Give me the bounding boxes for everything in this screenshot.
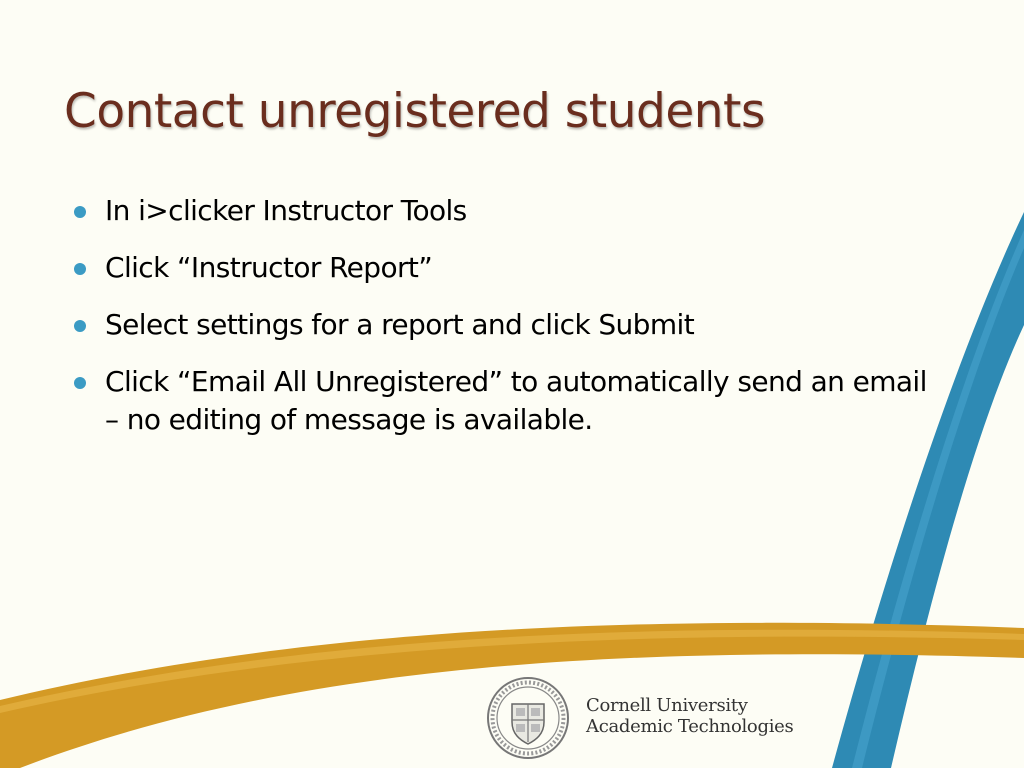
cornell-logo — [486, 676, 806, 760]
logo-line-2: Academic Technologies — [586, 716, 794, 737]
bullet-list — [74, 192, 934, 458]
bullet-text: Select settings for a report and click Submit — [105, 308, 695, 341]
bullet-item — [74, 306, 934, 344]
cornell-seal-icon — [486, 676, 570, 760]
bullet-dot-icon — [74, 377, 86, 389]
bullet-text: In i>clicker Instructor Tools — [105, 194, 467, 227]
slide-title: Contact unregistered students — [64, 84, 765, 139]
bullet-dot-icon — [74, 263, 86, 275]
bullet-dot-icon — [74, 320, 86, 332]
bullet-dot-icon — [74, 206, 86, 218]
bullet-item — [74, 363, 934, 439]
logo-wordmark — [586, 695, 793, 737]
bullet-item — [74, 249, 934, 287]
logo-line-1: Cornell University — [586, 695, 748, 716]
bullet-text: Click “Email All Unregistered” to automatically send an email – no editing of message is available. — [105, 365, 927, 436]
bullet-item — [74, 192, 934, 230]
bullet-text: Click “Instructor Report” — [105, 251, 433, 284]
